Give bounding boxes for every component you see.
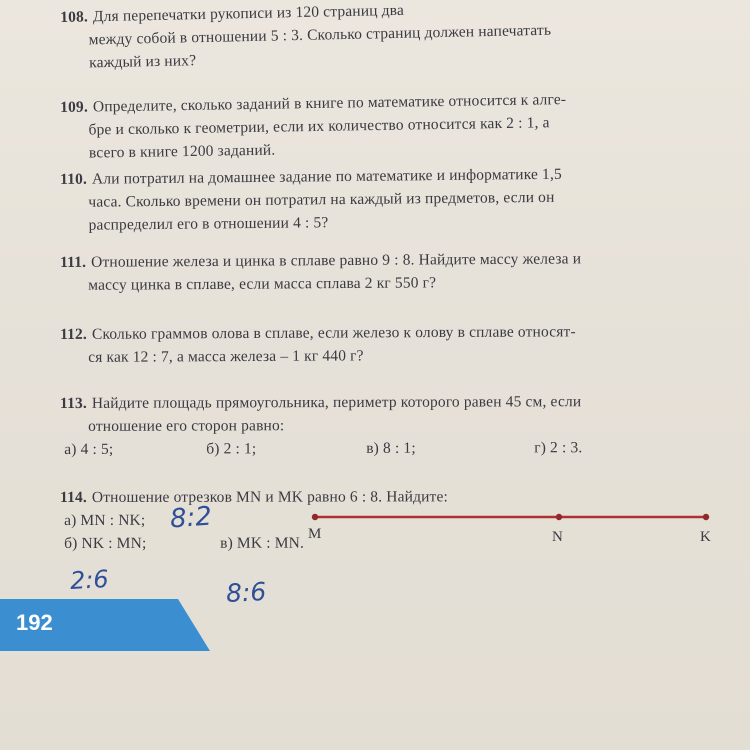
- problem-109-line-3: всего в книге 1200 заданий.: [88, 141, 276, 162]
- problem-113-options: [60, 436, 720, 461]
- part-c: в) MK : MN.: [220, 534, 305, 552]
- problem-109-line-2: бре и сколько к геометрии, если их количество относится как 2 : 1, а: [88, 114, 550, 139]
- option-a: а) 4 : 5;: [64, 440, 114, 458]
- point-k: [703, 514, 709, 520]
- option-c: в) 8 : 1;: [366, 439, 416, 457]
- label-m: M: [308, 526, 322, 542]
- part-b: б) NK : MN;: [64, 534, 147, 552]
- label-n: N: [552, 529, 563, 545]
- segment-diagram: [308, 512, 711, 545]
- problem-number: 110.: [60, 170, 88, 188]
- problem-number: 109.: [60, 98, 89, 116]
- problem-111: [60, 246, 720, 297]
- problem-112-line-2: ся как 12 : 7, а масса железа – 1 кг 440 г?: [88, 347, 364, 366]
- option-d: г) 2 : 3.: [534, 439, 583, 457]
- point-m: [312, 514, 318, 520]
- problem-113-line-1: 113. Найдите площадь прямоугольника, периметр которого равен 45 см, если: [60, 393, 582, 412]
- problem-number: 113.: [60, 394, 87, 412]
- problem-109-line-1: 109. Определите, сколько заданий в книге по математике относится к алге-: [60, 91, 567, 116]
- problem-112-line-1: 112. Сколько граммов олова в сплаве, если железо к олову в сплаве относят-: [60, 323, 576, 343]
- problem-111-line-2: массу цинка в сплаве, если масса сплава 2 кг 550 г?: [88, 274, 437, 294]
- problem-114-line-1: 114. Отношение отрезков MN и MK равно 6 : 8. Найдите:: [60, 488, 448, 506]
- problem-113: [60, 390, 720, 461]
- point-n: [556, 514, 562, 520]
- problem-110-line-2: часа. Сколько времени он потратил на каждый из предметов, если он: [88, 188, 555, 211]
- problem-number: 111.: [60, 253, 87, 271]
- handwritten-answer-b: 2:6: [69, 565, 110, 595]
- label-k: K: [700, 529, 711, 545]
- problem-number: 108.: [60, 8, 89, 26]
- problem-111-line-1: 111. Отношение железа и цинка в сплаве равно 9 : 8. Найдите массу железа и: [60, 250, 582, 271]
- problem-113-line-2: отношение его сторон равно:: [88, 417, 285, 435]
- problem-110-line-3: распределил его в отношении 4 : 5?: [88, 214, 329, 234]
- page-number: 192: [16, 610, 53, 635]
- handwritten-answer-c: 8:6: [225, 576, 267, 609]
- problem-number: 112.: [60, 325, 87, 343]
- problem-109: [60, 86, 721, 165]
- problem-number: 114.: [60, 488, 87, 506]
- handwritten-answer-a: 8:2: [169, 501, 213, 535]
- option-b: б) 2 : 1;: [206, 440, 257, 458]
- problem-108: [60, 0, 721, 75]
- problem-110: [60, 161, 721, 237]
- part-a: а) MN : NK;: [64, 511, 146, 529]
- problem-108-line-3: каждый из них?: [89, 52, 197, 72]
- problem-108-line-2: между собой в отношении 5 : 3. Сколько страниц должен напечатать: [88, 21, 552, 49]
- problem-108-line-1: 108. Для перепечатки рукописи из 120 страниц два: [60, 1, 405, 26]
- problem-112: [60, 320, 720, 369]
- problem-110-line-1: 110. Али потратил на домашнее задание по математике и информатике 1,5: [60, 165, 562, 188]
